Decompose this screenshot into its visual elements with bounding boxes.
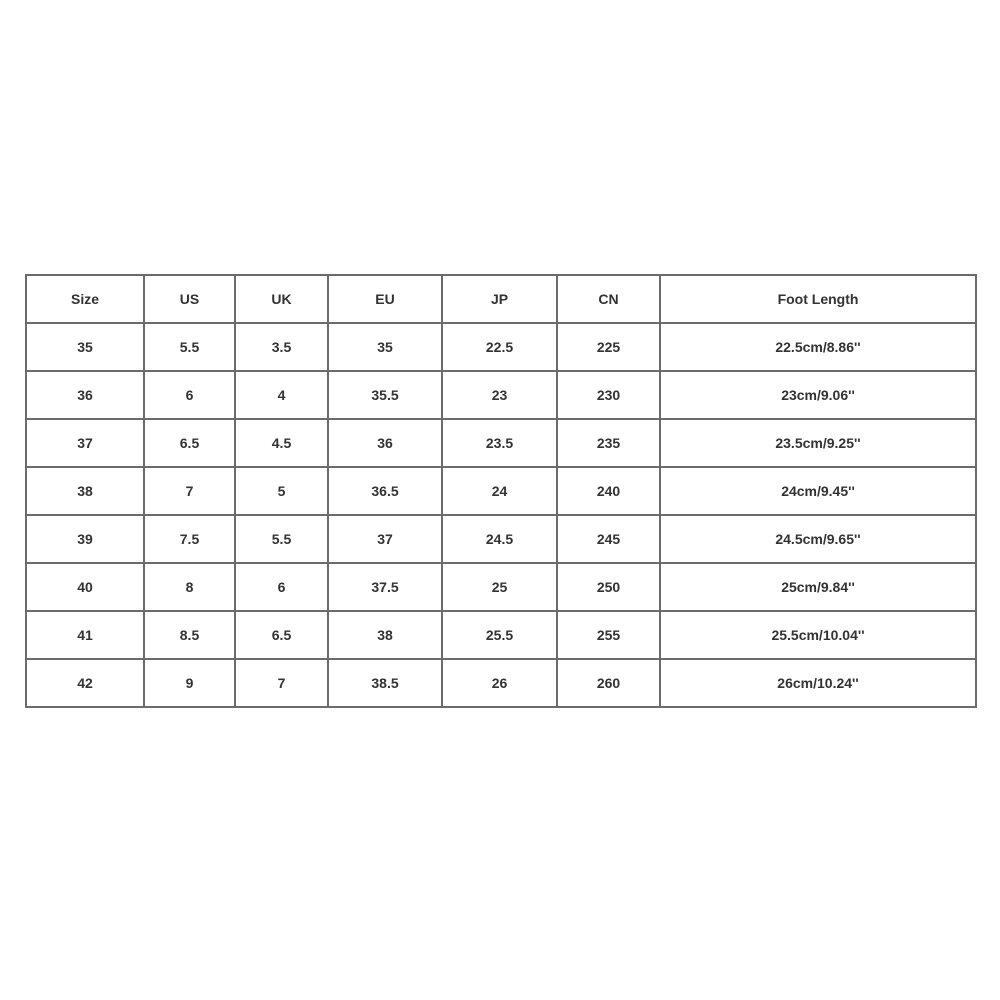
- cell-foot-length: 24cm/9.45'': [660, 467, 976, 515]
- table-row: [26, 419, 976, 467]
- cell-uk: 5.5: [235, 515, 328, 563]
- table-row: [26, 323, 976, 371]
- cell-cn: 245: [557, 515, 660, 563]
- cell-jp: 22.5: [442, 323, 557, 371]
- table-row: [26, 563, 976, 611]
- cell-jp: 24.5: [442, 515, 557, 563]
- cell-eu: 37.5: [328, 563, 442, 611]
- cell-us: 8: [144, 563, 235, 611]
- cell-us: 6: [144, 371, 235, 419]
- cell-foot-length: 23cm/9.06'': [660, 371, 976, 419]
- table-row: [26, 371, 976, 419]
- header-cell-size: Size: [26, 275, 144, 323]
- table-row: [26, 467, 976, 515]
- cell-size: 35: [26, 323, 144, 371]
- cell-uk: 4: [235, 371, 328, 419]
- cell-eu: 36: [328, 419, 442, 467]
- table-row: [26, 659, 976, 707]
- cell-us: 9: [144, 659, 235, 707]
- cell-eu: 38.5: [328, 659, 442, 707]
- table-row: [26, 611, 976, 659]
- cell-jp: 24: [442, 467, 557, 515]
- cell-size: 36: [26, 371, 144, 419]
- cell-uk: 6: [235, 563, 328, 611]
- header-cell-eu: EU: [328, 275, 442, 323]
- cell-foot-length: 24.5cm/9.65'': [660, 515, 976, 563]
- cell-uk: 7: [235, 659, 328, 707]
- cell-cn: 230: [557, 371, 660, 419]
- cell-size: 40: [26, 563, 144, 611]
- header-cell-cn: CN: [557, 275, 660, 323]
- table-header-row: [26, 275, 976, 323]
- cell-us: 6.5: [144, 419, 235, 467]
- size-chart-table: [25, 274, 977, 708]
- cell-cn: 255: [557, 611, 660, 659]
- cell-size: 37: [26, 419, 144, 467]
- header-cell-jp: JP: [442, 275, 557, 323]
- cell-jp: 25: [442, 563, 557, 611]
- cell-us: 7.5: [144, 515, 235, 563]
- cell-jp: 26: [442, 659, 557, 707]
- cell-uk: 4.5: [235, 419, 328, 467]
- cell-cn: 235: [557, 419, 660, 467]
- cell-foot-length: 25cm/9.84'': [660, 563, 976, 611]
- cell-eu: 35: [328, 323, 442, 371]
- cell-us: 5.5: [144, 323, 235, 371]
- cell-foot-length: 26cm/10.24'': [660, 659, 976, 707]
- cell-size: 39: [26, 515, 144, 563]
- cell-jp: 23.5: [442, 419, 557, 467]
- cell-us: 7: [144, 467, 235, 515]
- table-row: [26, 515, 976, 563]
- header-cell-uk: UK: [235, 275, 328, 323]
- header-cell-us: US: [144, 275, 235, 323]
- cell-foot-length: 23.5cm/9.25'': [660, 419, 976, 467]
- cell-uk: 3.5: [235, 323, 328, 371]
- cell-us: 8.5: [144, 611, 235, 659]
- cell-cn: 225: [557, 323, 660, 371]
- cell-uk: 5: [235, 467, 328, 515]
- cell-cn: 250: [557, 563, 660, 611]
- cell-eu: 38: [328, 611, 442, 659]
- cell-jp: 25.5: [442, 611, 557, 659]
- cell-foot-length: 22.5cm/8.86'': [660, 323, 976, 371]
- cell-eu: 37: [328, 515, 442, 563]
- cell-foot-length: 25.5cm/10.04'': [660, 611, 976, 659]
- cell-cn: 260: [557, 659, 660, 707]
- cell-size: 41: [26, 611, 144, 659]
- cell-cn: 240: [557, 467, 660, 515]
- cell-size: 42: [26, 659, 144, 707]
- header-cell-foot-length: Foot Length: [660, 275, 976, 323]
- cell-eu: 35.5: [328, 371, 442, 419]
- cell-eu: 36.5: [328, 467, 442, 515]
- cell-size: 38: [26, 467, 144, 515]
- cell-jp: 23: [442, 371, 557, 419]
- cell-uk: 6.5: [235, 611, 328, 659]
